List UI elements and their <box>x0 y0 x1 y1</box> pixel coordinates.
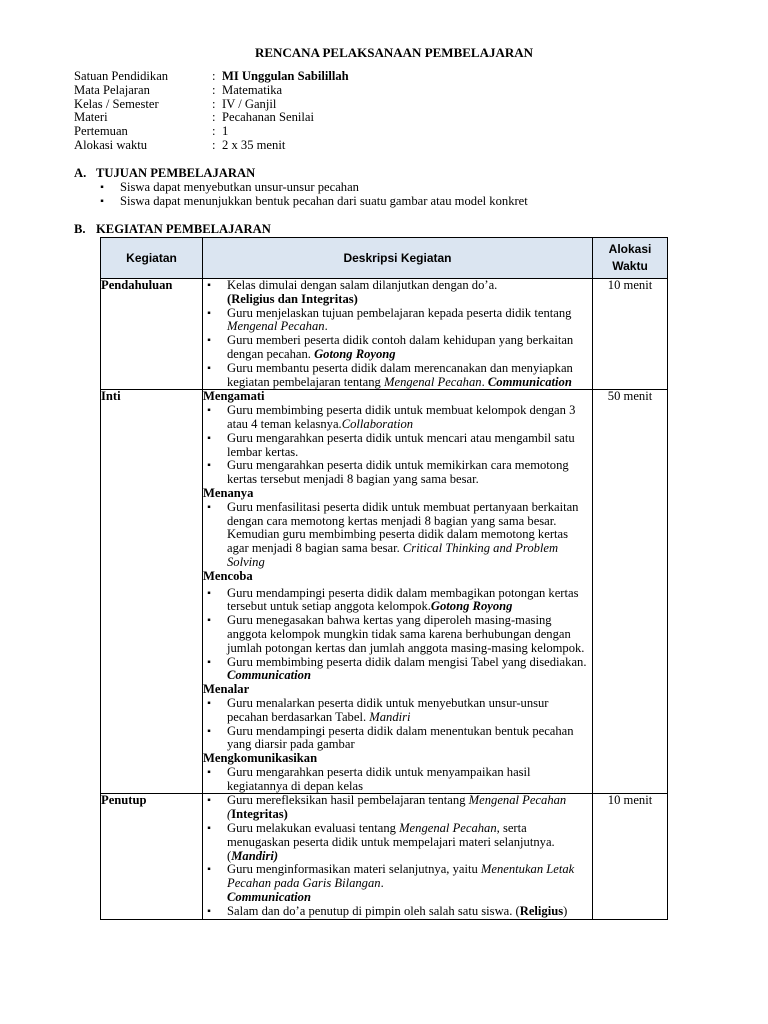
item-text: ( <box>227 807 232 822</box>
item-text: Guru mengarahkan peserta didik untuk memikirkan cara memotong kertas tersebut menjadi 8 bagian yang sama besar. <box>227 458 569 487</box>
kegiatan-description <box>203 390 593 794</box>
section-letter: A. <box>74 166 87 180</box>
kegiatan-time: 10 menit <box>593 279 668 390</box>
bullet-icon: ▪ <box>207 405 211 417</box>
tujuan-list <box>96 181 528 209</box>
info-colon: : <box>212 137 216 152</box>
list-item-text: Siswa dapat menyebutkan unsur-unsur pecahan <box>120 180 359 194</box>
list-item <box>203 766 592 794</box>
item-text: Guru membimbing peserta didik untuk membuat kelompok dengan 3 atau 4 teman kelasnya. <box>227 403 576 431</box>
list-item <box>203 656 592 684</box>
item-topic: Mengenal Pecahan <box>468 793 567 808</box>
item-value-tag: Communication <box>227 890 311 905</box>
item-value-tag: (Religius dan Integritas) <box>227 291 358 306</box>
info-row-materi <box>74 111 349 125</box>
info-label: Pertemuan <box>74 124 128 139</box>
info-row-kelas <box>74 98 349 112</box>
info-label: Alokasi waktu <box>74 137 148 152</box>
item-topic: Mengenal Pecahan <box>384 374 482 389</box>
bullet-icon: ▪ <box>207 307 211 319</box>
list-item <box>203 307 592 335</box>
bullet-icon: ▪ <box>207 697 211 709</box>
list-item <box>96 195 528 209</box>
info-row-satuan <box>74 70 349 84</box>
item-value-tag: Communication <box>227 668 311 683</box>
list-item <box>203 459 592 487</box>
item-value-tag: Integritas) <box>231 807 288 822</box>
info-row-pertemuan <box>74 125 349 139</box>
bullet-icon: ▪ <box>100 195 104 207</box>
item-text: . <box>481 374 488 389</box>
item-text: , serta menugaskan peserta didik untuk mempelajari materi selanjutnya. ( <box>227 821 555 863</box>
list-item <box>203 614 592 655</box>
info-colon: : <box>212 96 216 111</box>
header-alokasi-line2: Waktu <box>612 259 648 273</box>
list-item <box>203 863 592 904</box>
subheading-mencoba: Mencoba <box>203 568 253 583</box>
info-colon: : <box>212 110 216 125</box>
item-value-tag: Critical Thinking and Problem Solving <box>227 541 559 569</box>
kegiatan-time: 50 menit <box>593 390 668 794</box>
kegiatan-table <box>100 237 668 920</box>
item-value-tag: Religius <box>519 903 564 918</box>
list-item <box>203 362 592 390</box>
list-item <box>203 794 592 822</box>
list-item <box>203 334 592 362</box>
kegiatan-name: Pendahuluan <box>101 279 203 390</box>
item-value-tag: Gotong Royong <box>430 599 513 614</box>
bullet-icon: ▪ <box>207 823 211 835</box>
item-text: Guru memberi peserta didik contoh dalam kehidupan yang berkaitan dengan pecahan. <box>227 333 574 361</box>
item-value-tag: Gotong Royong <box>314 346 396 361</box>
list-item-text: Siswa dapat menunjukkan bentuk pecahan dari suatu gambar atau model konkret <box>120 193 528 208</box>
list-item <box>203 725 592 753</box>
bullet-icon: ▪ <box>207 905 211 917</box>
item-text: Guru menegasakan bahwa kertas yang diperoleh masing-masing anggota kelompok mungkin tidak sama karena berhubungan dengan jumlah potongan kertas dan jumlah anggota masing-masing kelompok. <box>227 613 585 655</box>
info-value: 1 <box>222 124 229 139</box>
table-row-pendahuluan <box>101 279 668 390</box>
list-item <box>96 181 528 195</box>
item-value-tag: Collaboration <box>341 416 414 431</box>
list-item <box>203 501 592 570</box>
document-title: RENCANA PELAKSANAAN PEMBELAJARAN <box>254 45 534 60</box>
list-item <box>203 279 592 307</box>
info-label: Materi <box>74 110 108 125</box>
item-text: Guru menfasilitasi peserta didik untuk membuat pertanyaan berkaitan dengan cara memotong kertas menjadi 8 bagian yang sama besar. Kemudian guru membimbing peserta didik dalam memotong kertas agar menjadi 8 bagian sama besar. <box>227 499 579 556</box>
item-text: . <box>380 876 384 891</box>
list-item <box>203 404 592 432</box>
bullet-icon: ▪ <box>100 182 104 193</box>
item-value-tag: Mandiri <box>369 709 411 724</box>
item-value-tag: Communication <box>487 374 572 389</box>
bullet-icon: ▪ <box>207 864 211 876</box>
subheading-menanya: Menanya <box>203 485 254 500</box>
header-deskripsi: Deskripsi Kegiatan <box>203 238 593 279</box>
item-text: Guru merefleksikan hasil pembelajaran tentang <box>227 793 469 808</box>
info-row-alokasi <box>74 139 349 153</box>
header-alokasi <box>593 238 668 279</box>
kegiatan-description <box>203 794 593 919</box>
item-text: Guru mendampingi peserta didik dalam menentukan bentuk pecahan yang diarsir pada gambar <box>227 723 574 752</box>
item-text: Kelas dimulai dengan salam dilanjutkan dengan do’a. <box>227 278 498 292</box>
info-value: Pecahanan Senilai <box>222 110 314 125</box>
item-text: Guru menginformasikan materi selanjutnya, yaitu <box>227 862 481 877</box>
list-item <box>203 822 592 863</box>
info-colon: : <box>212 69 216 83</box>
section-b-heading <box>74 223 271 237</box>
item-text: ) <box>563 903 568 918</box>
bullet-icon: ▪ <box>207 795 211 807</box>
bullet-icon: ▪ <box>207 587 211 599</box>
info-colon: : <box>212 124 216 139</box>
info-block <box>74 70 349 153</box>
subheading-mengkomunikasikan: Mengkomunikasikan <box>203 751 318 766</box>
info-value: MI Unggulan Sabilillah <box>222 69 349 83</box>
section-title: KEGIATAN PEMBELAJARAN <box>96 222 271 236</box>
section-a-heading <box>74 167 255 181</box>
section-letter: B. <box>74 222 86 236</box>
section-title: TUJUAN PEMBELAJARAN <box>96 166 256 180</box>
info-value: 2 x 35 menit <box>222 137 286 152</box>
bullet-icon: ▪ <box>207 766 211 778</box>
bullet-icon: ▪ <box>207 280 211 291</box>
item-text: Guru mendampingi peserta didik dalam membagikan potongan kertas tersebut untuk setiap anggota kelompok. <box>227 585 579 614</box>
info-label: Kelas / Semester <box>74 96 159 111</box>
info-row-mapel <box>74 84 349 98</box>
info-colon: : <box>212 82 216 97</box>
kegiatan-name: Penutup <box>101 794 203 919</box>
info-label: Mata Pelajaran <box>74 82 150 97</box>
bullet-icon: ▪ <box>207 656 211 668</box>
info-value: Matematika <box>222 82 283 97</box>
bullet-icon: ▪ <box>207 725 211 737</box>
item-text: . <box>324 319 328 334</box>
item-value-tag: Mandiri) <box>231 848 279 863</box>
info-label: Satuan Pendidikan <box>74 69 169 83</box>
item-topic: Menentukan Letak Pecahan pada Garis Bilangan <box>227 862 575 891</box>
bullet-icon: ▪ <box>207 335 211 347</box>
table-header-row <box>101 238 668 279</box>
item-topic: Mengenal Pecahan <box>227 319 325 334</box>
bullet-icon: ▪ <box>207 432 211 444</box>
item-text: Guru mengarahkan peserta didik untuk mencari atau mengambil satu lembar kertas. <box>227 430 575 459</box>
item-topic: Mengenal Pecahan <box>399 821 497 836</box>
kegiatan-description <box>203 279 593 390</box>
bullet-icon: ▪ <box>207 460 211 472</box>
item-text: Guru melakukan evaluasi tentang <box>227 821 400 836</box>
subheading-menalar: Menalar <box>203 682 250 697</box>
item-text: Guru menalarkan peserta didik untuk menyebutkan unsur-unsur pecahan berdasarkan Tabel. <box>227 695 549 724</box>
header-alokasi-line1: Alokasi <box>608 242 652 256</box>
item-text: Salam dan do’a penutup di pimpin oleh salah satu siswa. ( <box>227 903 520 918</box>
list-item <box>203 432 592 460</box>
list-item <box>203 697 592 725</box>
kegiatan-name: Inti <box>101 390 203 794</box>
item-text: Guru mengarahkan peserta didik untuk menyampaikan hasil kegiatannya di depan kelas <box>227 764 531 793</box>
list-item <box>203 905 592 919</box>
subheading-mengamati: Mengamati <box>203 389 265 404</box>
bullet-icon: ▪ <box>207 362 211 374</box>
list-item <box>203 587 592 615</box>
item-text: Guru membimbing peserta didik dalam mengisi Tabel yang disediakan. <box>227 654 587 669</box>
bullet-icon: ▪ <box>207 501 211 513</box>
info-value: IV / Ganjil <box>222 96 277 111</box>
item-text: Guru membantu peserta didik dalam merencanakan dan menyiapkan kegiatan pembelajaran tentang <box>227 360 573 389</box>
table-row-penutup <box>101 794 668 919</box>
kegiatan-time: 10 menit <box>593 794 668 919</box>
header-kegiatan: Kegiatan <box>101 238 203 279</box>
item-text: Guru menjelaskan tujuan pembelajaran kepada peserta didik tentang <box>227 305 572 320</box>
bullet-icon: ▪ <box>207 615 211 627</box>
table-row-inti <box>101 390 668 794</box>
